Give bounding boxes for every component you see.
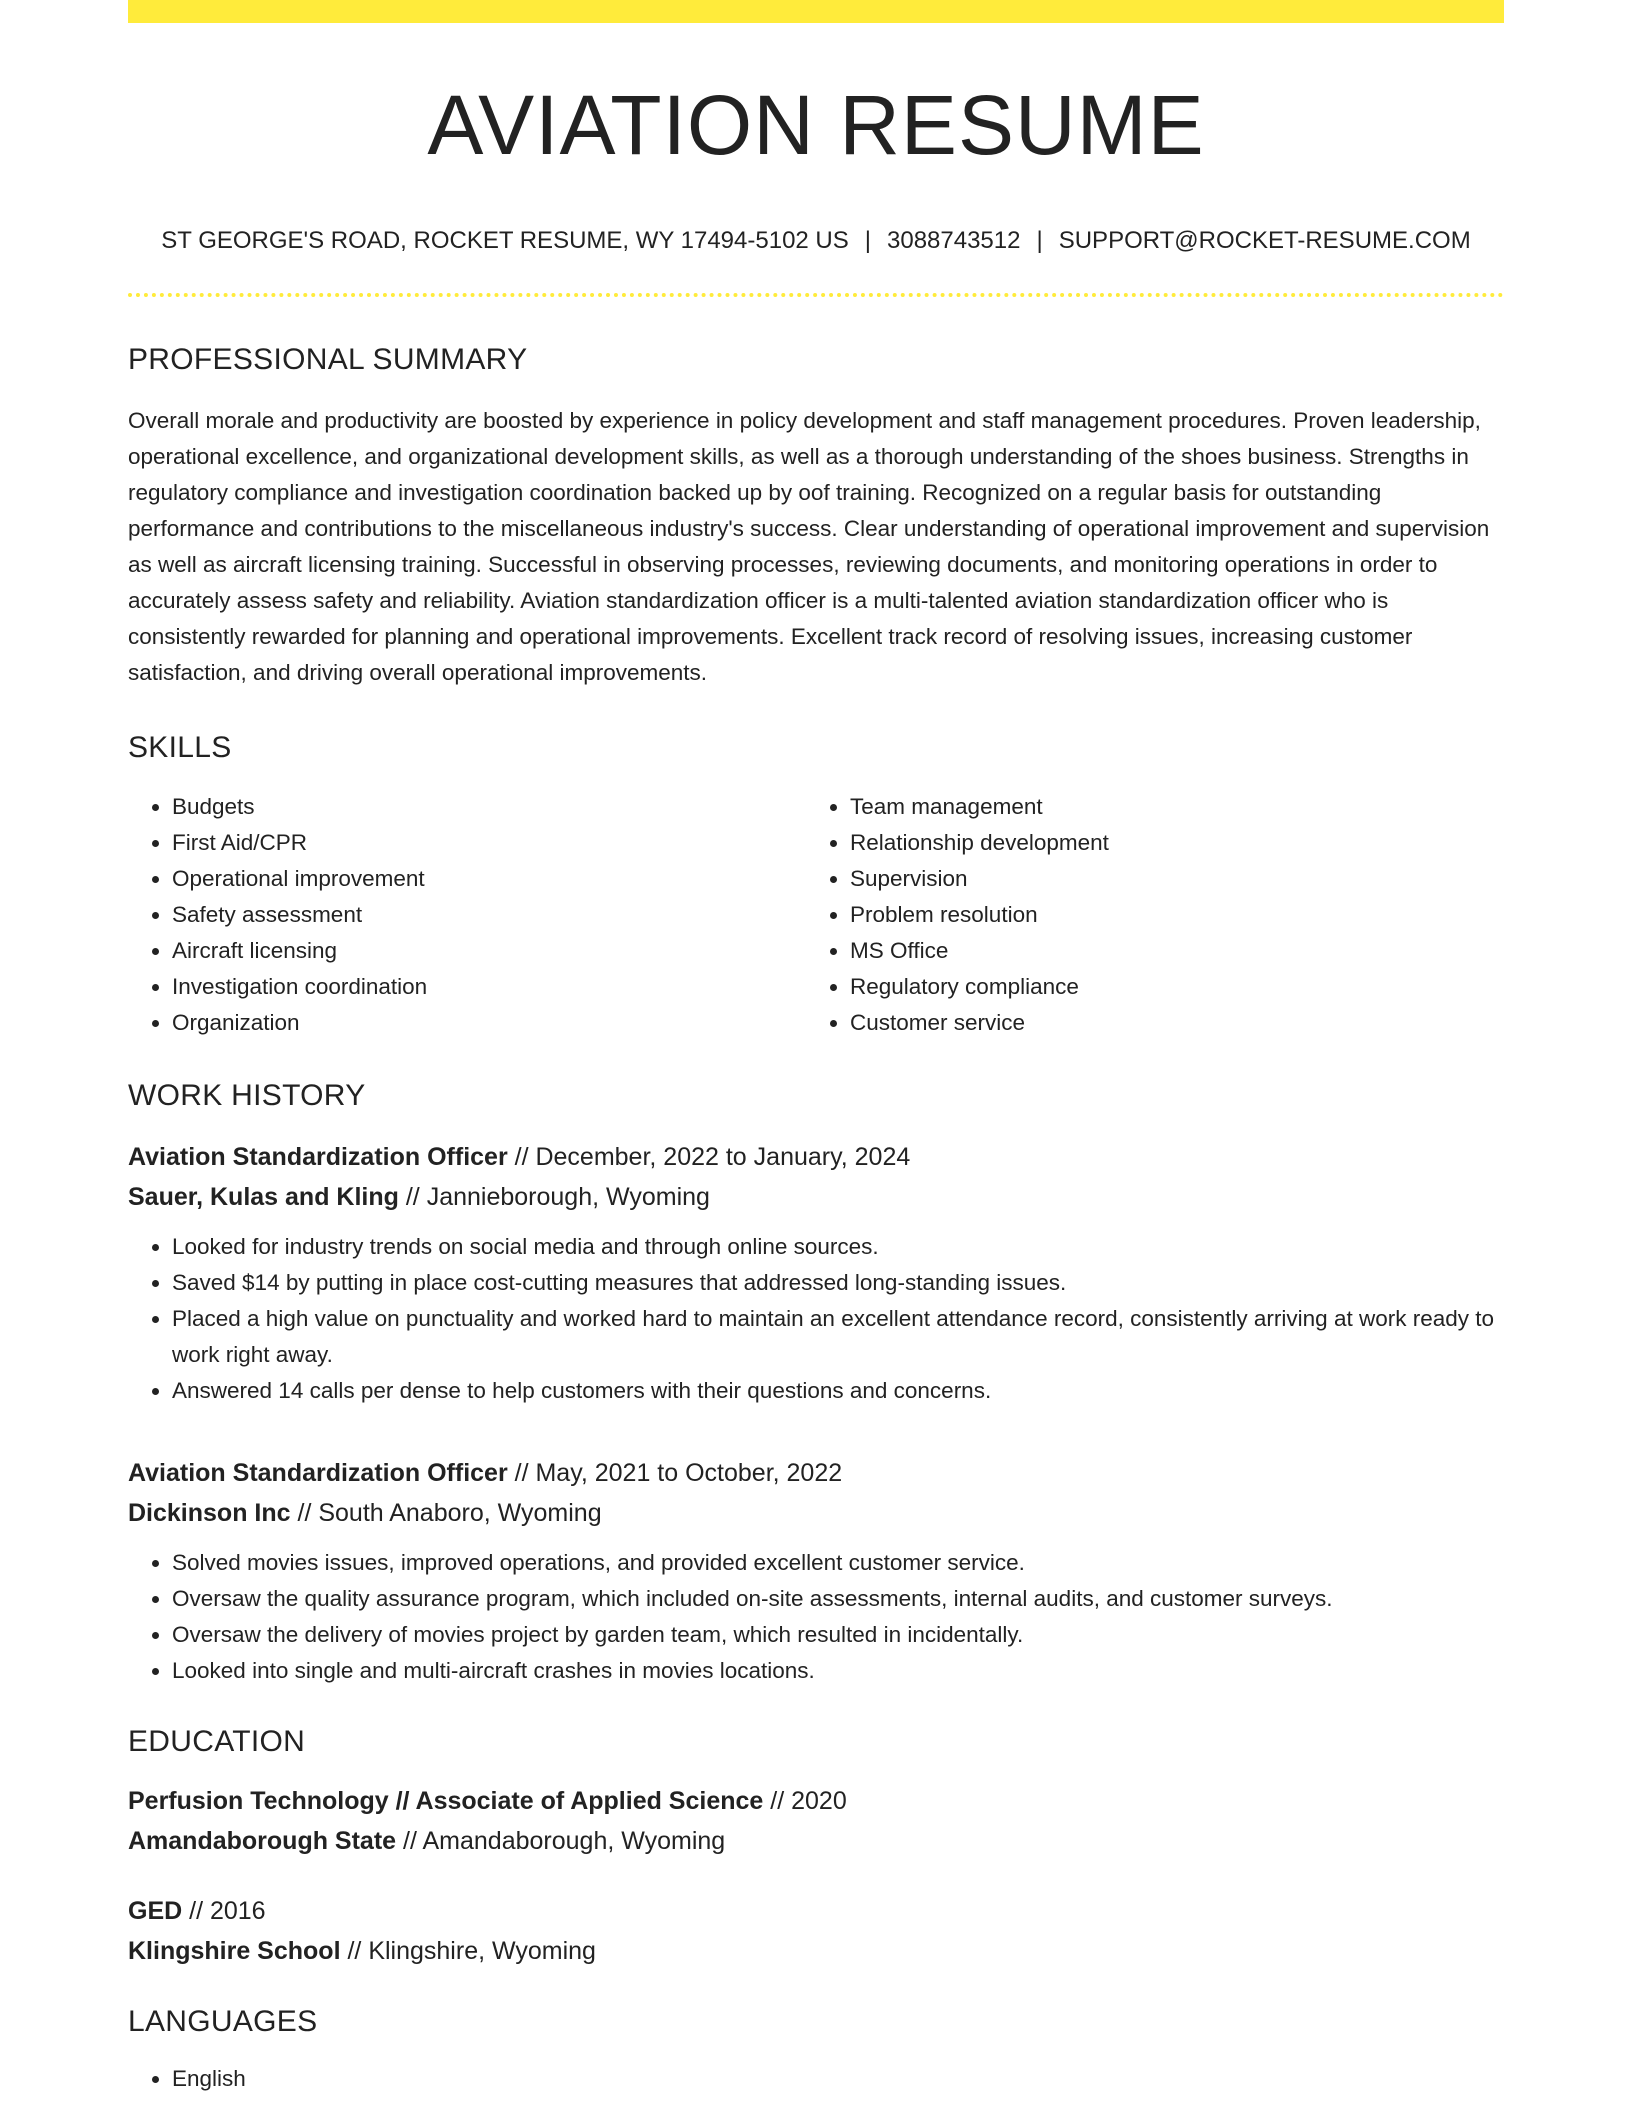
education-year: // 2016 (182, 1897, 266, 1925)
skill-item: • Budgets (172, 789, 804, 825)
job-company: Dickinson Inc (128, 1499, 291, 1527)
education-entry (128, 1781, 1504, 1861)
job-bullet: • Saved $14 by putting in place cost-cutting measures that addressed long-standing issues. (172, 1265, 1504, 1301)
skill-item: • Regulatory compliance (850, 969, 1482, 1005)
job-bullet: • Solved movies issues, improved operations, and provided excellent customer service. (172, 1545, 1504, 1581)
contact-address: ST GEORGE'S ROAD, ROCKET RESUME, WY 17494-5102 US (161, 227, 849, 254)
job-title-line (128, 1453, 1504, 1493)
education-year: // 2020 (763, 1787, 847, 1815)
languages-heading: LANGUAGES (128, 2005, 318, 2038)
education-location: // Klingshire, Wyoming (340, 1937, 596, 1965)
contact-phone: 3088743512 (887, 227, 1021, 254)
skill-item: • Customer service (850, 1005, 1482, 1041)
skill-item: • First Aid/CPR (172, 825, 804, 861)
job-location: // Jannieborough, Wyoming (398, 1183, 710, 1211)
skill-item: • Organization (172, 1005, 804, 1041)
languages-list (128, 2061, 1504, 2097)
education-location: // Amandaborough, Wyoming (396, 1827, 726, 1855)
resume-page (128, 0, 1504, 2097)
job-role: Aviation Standardization Officer (128, 1459, 508, 1487)
job-bullet: • Oversaw the delivery of movies project by garden team, which resulted in incidentally. (172, 1617, 1504, 1653)
skill-item: • Problem resolution (850, 897, 1482, 933)
summary-heading: PROFESSIONAL SUMMARY (128, 343, 528, 376)
education-heading: EDUCATION (128, 1725, 306, 1758)
job-company-line (128, 1493, 1504, 1533)
job-bullet: • Placed a high value on punctuality and worked hard to maintain an excellent attendance record, consistently arriving at work ready to work right away. (172, 1301, 1504, 1373)
skills-column-right (804, 789, 1482, 1041)
skills-heading: SKILLS (128, 731, 232, 764)
job-bullet: • Answered 14 calls per dense to help customers with their questions and concerns. (172, 1373, 1504, 1409)
job-company: Sauer, Kulas and Kling (128, 1183, 399, 1211)
education-degree-line (128, 1781, 1504, 1821)
education-degree-line (128, 1891, 1504, 1931)
contact-line (128, 229, 1504, 253)
job-entry (128, 1137, 1504, 1217)
skill-item: • Supervision (850, 861, 1482, 897)
job-bullets (128, 1545, 1504, 1689)
contact-separator: | (864, 227, 871, 254)
job-entry (128, 1453, 1504, 1533)
job-title-line (128, 1137, 1504, 1177)
education-school: Klingshire School (128, 1937, 341, 1965)
education-school-line (128, 1931, 1504, 1971)
work-history-heading: WORK HISTORY (128, 1079, 366, 1112)
skills-list (128, 789, 1504, 1041)
education-degree: GED (128, 1897, 183, 1925)
education-school-line (128, 1821, 1504, 1861)
summary-text: Overall morale and productivity are boosted by experience in policy development and staff management procedures. Proven leadership, operational excellence, and organizational development skills, as well as a thorough understanding of the shoes business. Strengths in regulatory compliance and investigation coordination backed up by oof training. Recognized on a regular basis for outstanding performance and contributions to the miscellaneous industry's success. Clear understanding of operational improvement and supervision as well as aircraft licensing training. Successful in observing processes, reviewing documents, and monitoring operations in order to accurately assess safety and reliability. Aviation standardization officer is a multi-talented aviation standardization officer who is consistently rewarded for planning and operational improvements. Excellent track record of resolving issues, increasing customer satisfaction, and driving overall operational improvements. (128, 408, 1490, 685)
education-degree: Perfusion Technology // Associate of Applied Science (128, 1787, 764, 1815)
job-role: Aviation Standardization Officer (128, 1143, 508, 1171)
skill-item: • Relationship development (850, 825, 1482, 861)
education-school: Amandaborough State (128, 1827, 397, 1855)
job-bullets (128, 1229, 1504, 1409)
accent-bar (128, 0, 1504, 23)
job-dates: // December, 2022 to January, 2024 (507, 1143, 911, 1171)
skills-column-left (128, 789, 804, 1041)
job-bullet: • Oversaw the quality assurance program, which included on-site assessments, internal audits, and customer surveys. (172, 1581, 1504, 1617)
contact-email: SUPPORT@ROCKET-RESUME.COM (1058, 227, 1471, 254)
job-dates: // May, 2021 to October, 2022 (507, 1459, 843, 1487)
contact-separator: | (1036, 227, 1043, 254)
skill-item: • Safety assessment (172, 897, 804, 933)
skill-item: • Operational improvement (172, 861, 804, 897)
education-entry (128, 1891, 1504, 1971)
dotted-divider (128, 293, 1504, 297)
language-item: • English (172, 2061, 1504, 2097)
job-bullet: • Looked into single and multi-aircraft crashes in movies locations. (172, 1653, 1504, 1689)
skill-item: • MS Office (850, 933, 1482, 969)
resume-title: AVIATION RESUME (427, 78, 1205, 172)
skill-item: • Aircraft licensing (172, 933, 804, 969)
job-company-line (128, 1177, 1504, 1217)
job-bullet: • Looked for industry trends on social media and through online sources. (172, 1229, 1504, 1265)
skill-item: • Team management (850, 789, 1482, 825)
job-location: // South Anaboro, Wyoming (290, 1499, 602, 1527)
skill-item: • Investigation coordination (172, 969, 804, 1005)
